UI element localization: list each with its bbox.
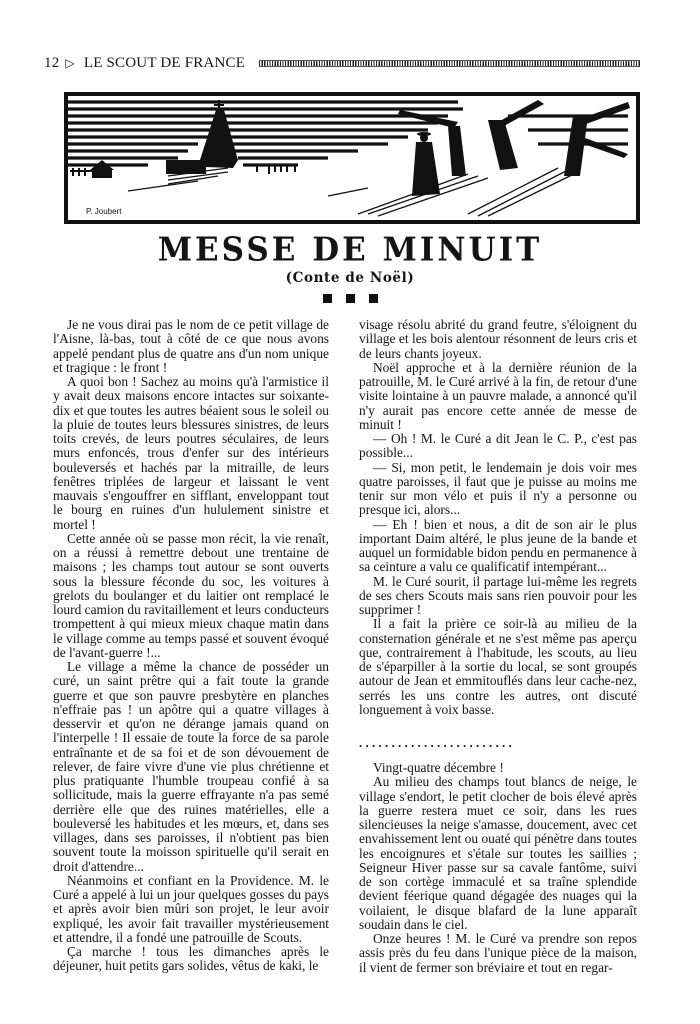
paragraph: — Oh ! M. le Curé a dit Jean le C. P., c'est pas possible... [359,431,637,461]
page-number: 12 [44,54,60,71]
article-subtitle: (Conte de Noël) [285,270,415,286]
publication-name: LE SCOUT DE FRANCE [83,54,246,71]
paragraph: M. le Curé sourit, il partage lui-même les regrets de ses chers Scouts mais sans rien pouvoir pour les supprimer ! [359,573,637,617]
triangle-arrow-icon: ▷ [65,55,75,70]
square-ornament-icon [346,294,355,303]
left-column [53,318,329,974]
paragraph: Cette année où se passe mon récit, la vie renaît, on a réussi à remettre debout une trentaine de maisons ; les champs tout autour se sont ouverts sous la blessure féconde du soc, les voitures à grelots du boulanger et du laitier ont remplacé le lourd camion du ravitaillement et leurs conducteurs trompettent à qui mieux mieux chaque matin dans le village comme au temps passé et souvent évoqué de l'avant-guerre !... [53,530,329,660]
paragraph: Ça marche ! tous les dimanches après le déjeuner, huit petits gars solides, vêtus de kaki, le [53,944,329,974]
paragraph: Le village a même la chance de posséder un curé, un saint prêtre qui a fait toute la grande guerre et que son pauvre presbytère en planches n'effraie pas ! un apôtre qui a quatre villages à desservir et qu'on ne dérange jamais quand on l'interpelle ! Il essaie de toute la force de sa parole entraînante et de sa foi et de son dévouement de relever, de faire vivre d'une vie plus chrétienne et plus pratiquante l'humble troupeau confié à sa sollicitude, mais la guerre effrayante n'a pas semé derrière elle que des ruines matérielles, elle a bouleversé les habitudes et les mœurs, et, dans ses villages, dans ses paroisses, il n'obtient pas bien souvent toute la moisson spirituelle qu'il serait en droit d'attendre... [53,659,329,874]
paragraph: Onze heures ! M. le Curé va prendre son repos assis près du feu dans l'unique pièce de la maison, il vient de fermer son bréviaire et tout en regar- [359,931,637,975]
paragraph: Vingt-quatre décembre ! [373,760,504,775]
sky-stripes [68,102,628,165]
right-column [359,318,637,975]
paragraph: Néanmoins et confiant en la Providence. M. le Curé a appelé à lui un jour quelques gosses du pays et après avoir bien mûri son projet, le leur avoir expliqué, les avoir fait travailler mystérieusement et attendre, il a fondé une patrouille de Scouts. [53,872,329,945]
paragraph: Au milieu des champs tout blancs de neige, le village s'endort, le petit clocher de bois élevé après la guerre restera muet ce soir, dans les rues silencieuses la neige s'amasse, doucement, avec cet envahissement lent ou ouaté qui pénètre dans toutes les encoignures et s'étale sur toutes les saillies ; Seigneur Hiver passe sur sa cavale fantôme, suivi de son cortège immaculé et sa traîne splendide devient féerique quand dégagée des nuages qui la voilaient, le disque blafard de la lune apparaît soudain dans le ciel. [359,774,637,932]
paragraph: — Eh ! bien et nous, a dit de son air le plus important Daim altéré, le plus jeune de la bande et auquel un formidable bidon pendu en permanence à sa ceinture a valu ce qualificatif intempérant... [359,516,637,575]
winter-scene-icon [68,96,636,220]
header-rule [259,60,640,67]
paragraph: — Si, mon petit, le lendemain je dois voir mes quatre paroisses, il faut que je puisse au moins me tenir sur mon vélo et puis il n'y a personne ou presque ici, alors... [359,459,637,518]
running-header [44,53,640,73]
woodcut-illustration [64,92,640,224]
priest-figure [412,132,440,196]
ground-hatching [128,168,578,216]
article-title: MESSE DE MINUIT [157,231,543,269]
paragraph: Il a fait la prière ce soir-là au milieu de la consternation générale et ne s'est même pas aperçu que, contrairement à l'habitude, les scouts, au lieu de s'éparpiller à la sortie du local, se sont groupés autour de Jean et emmitouflés dans leur cache-nez, serrés les uns contre les autres, ont discuté longuement à voix basse. [359,616,637,717]
section-separator: . . . . . . . . . . . . . . . . . . . . . . . . [359,735,512,750]
artist-signature: P. Joubert [86,207,122,216]
church [70,100,238,178]
square-ornament-icon [369,294,378,303]
paragraph: visage résolu abrité du grand feutre, s'éloignent du village et les bois alentour résonnent de leurs cris et de leurs chants joyeux. [359,317,637,361]
paragraph: A quoi bon ! Sachez au moins qu'à l'armistice il y avait deux maisons encore intactes sur soixante-dix et que toutes les autres béaient sous le soleil ou la pluie de toutes leurs blessures sinistres, de leurs toits crevés, de leurs poutres séculaires, de leurs murs enfoncés, trous d'enfer sur des intérieurs bouleversés et hachés par la mitraille, de leurs fenêtres triplées de largeur et laissant le vent mauvais s'engouffrer en sifflant, enveloppant tout le bourg en ruines d'un hululement sinistre et mortel ! [53,374,329,532]
paragraph: Noël approche et à la dernière réunion de la patrouille, M. le Curé arrivé à la fin, de retour d'une visite lointaine à un pauvre malade, a annoncé qu'il n'y aurait pas encore cette année de messe de minuit ! [359,359,637,432]
square-ornament-icon [323,294,332,303]
paragraph: Je ne vous dirai pas le nom de ce petit village de l'Aisne, là-bas, tout à côté de ce que nous avons appelé pendant plus de quatre ans d'un nom unique et tragique : le front ! [53,317,329,375]
ornament-squares [0,294,700,303]
